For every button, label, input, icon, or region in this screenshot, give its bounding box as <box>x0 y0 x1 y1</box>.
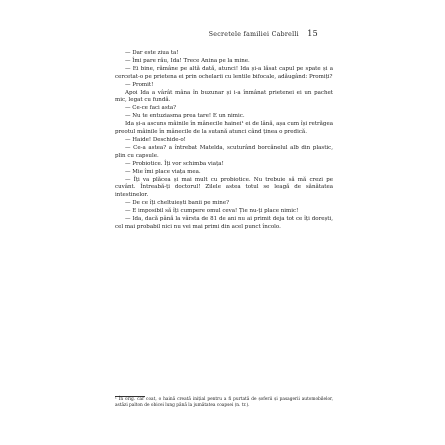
page-number: 15 <box>307 29 318 38</box>
paragraph: — Îmi pare rău, Ida! Trece Anina pe la mine. <box>125 57 250 64</box>
paragraph: — Dar este ziua ta! <box>125 50 179 56</box>
paragraph: — De ce îți cheltuiești banii pe mine? <box>125 200 230 207</box>
paragraph: — Promit! <box>125 81 154 88</box>
paragraph: — Haide! Deschide-o! <box>125 136 186 143</box>
body-text <box>115 50 333 232</box>
paragraph: — Ei bine, rămâne pe altă dată, atunci! Ida și-a lăsat capul pe spate și a cercetat-o pe prietena ei prin ochelarii cu lentile bifocale, adăugând: Promiți? <box>115 65 333 80</box>
paragraph: — Ce-a astea? a întrebat Matelda, scuturând borcănelul alb din plastic, plin cu capsule. <box>115 144 333 159</box>
paragraph: Ida și-a ascuns mâinile în mânecile hainei¹ ei de lână, așa cum își retrăgea preotul mâinile în mânecile de la sutană atunci când ținea o predică. <box>115 121 333 136</box>
footnote <box>115 397 333 409</box>
paragraph: — E imposibil să îți cumpere omul ceva! Ție nu-ți place nimic! <box>125 208 299 215</box>
paragraph: — Probiotice. Îți vor schimba viața! <box>125 160 224 167</box>
footnote-text: ¹ În orig. car coat, o haină creată inițial pentru a fi purtată de șoferii și pasagerii automobilelor, astăzi palton de obicei lung până la jumătatea coapsei (n. tr.). <box>115 397 333 408</box>
paragraph: — Ida, dacă până la vârsta de 81 de ani nu ai primit deja tot ce îți dorești, cel mai probabil nici nu vei mai primi din acel punct încolo. <box>115 216 333 230</box>
running-header <box>209 29 318 38</box>
paragraph: — Nu te entuziasma prea tare! E un nimic. <box>125 113 245 120</box>
paragraph: — Îți va plăcea și mai mult cu probiotice. Nu trebuie să mă crezi pe cuvânt. Întreabă-ți doctorul! Zilele astea totul se leagă de sănătatea intestinelor. <box>115 176 333 199</box>
paragraph: Apoi Ida a vârât mâna în buzunar și i-a înmânat prietenei ei un pachet mic, legat cu fundă. <box>115 89 333 104</box>
running-title: Secretele familiei Cabrelli <box>208 31 299 38</box>
paragraph: — Mie îmi place viața mea. <box>125 168 201 175</box>
paragraph: — Ce-ce faci asta? <box>125 105 177 112</box>
